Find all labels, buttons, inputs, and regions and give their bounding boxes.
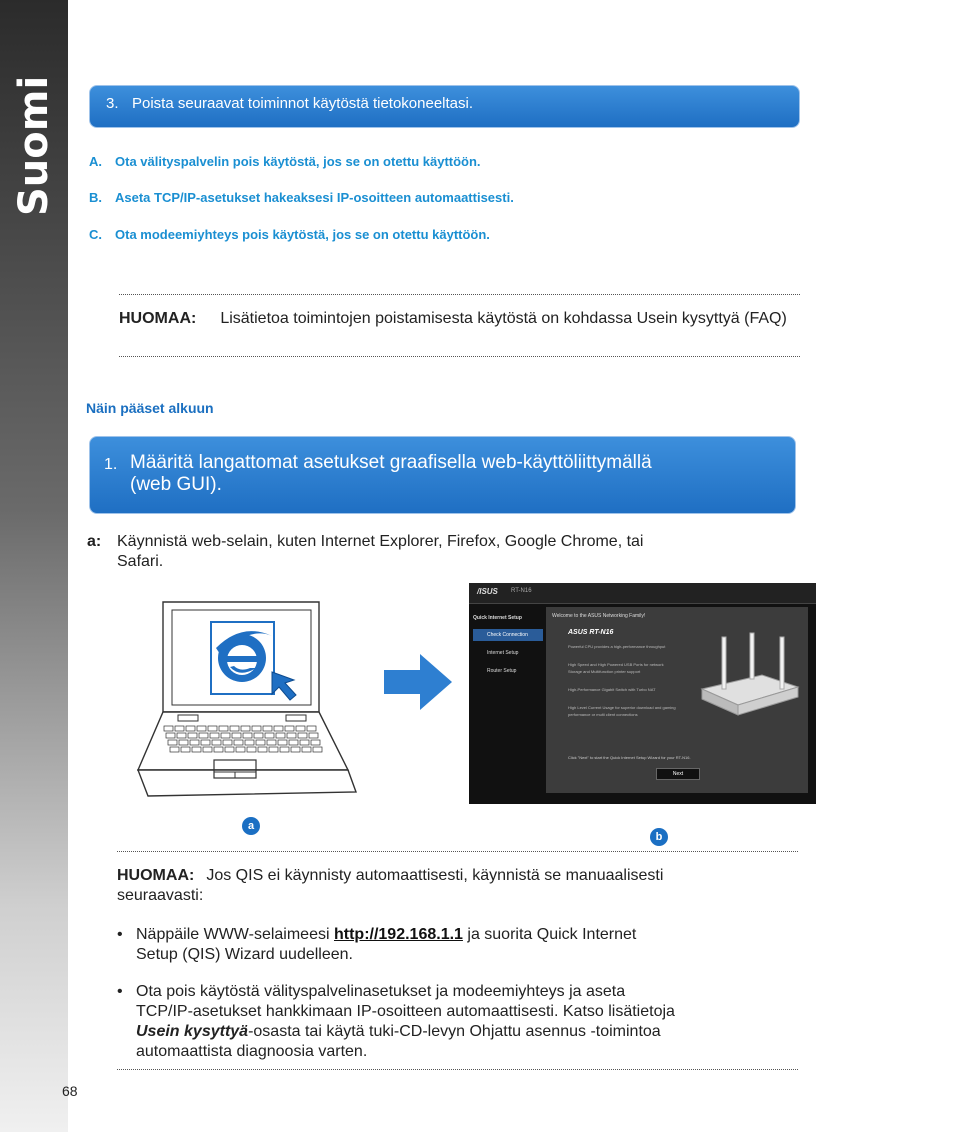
router-device-image [692, 631, 802, 721]
note-1 [119, 309, 809, 328]
step-3-text: Poista seuraavat toiminnot käytöstä tietokoneeltasi. [132, 95, 474, 112]
note-2-line1: HUOMAA: Jos QIS ei käynnisty automaattisesti, käynnistä se manuaalisesti [117, 867, 664, 884]
router-feature: High Level Current Usage for superior download and gaming performance or multi client connections [568, 705, 676, 717]
step-a-line2: Safari. [117, 553, 164, 570]
router-menu-item-internet[interactable]: Internet Setup [487, 650, 519, 656]
note-1-label: HUOMAA: [119, 310, 197, 327]
step-1-line2: (web GUI). [130, 474, 222, 495]
router-web-ui-screenshot [469, 583, 816, 804]
bullet-2-line1: Ota pois käytöstä välityspalvelinasetukset ja modeemiyhteys ja aseta [136, 983, 626, 1000]
note-2-label: HUOMAA: [117, 867, 195, 884]
substep-b: B. Aseta TCP/IP-asetukset hakeaksesi IP-osoitteen automaattisesti. [89, 190, 514, 205]
side-tab [0, 0, 68, 1132]
figure-label-b: b [650, 828, 668, 846]
note-1-text: Lisätietoa toimintojen poistamisesta käytöstä on kohdassa Usein kysyttyä (FAQ) [220, 310, 787, 327]
asus-logo: /ISUS [477, 587, 498, 596]
note-2-line2: seuraavasti: [117, 887, 204, 904]
router-topbar [469, 583, 816, 604]
step-3-box [89, 85, 800, 128]
bullet-2-line4: automaattista diagnoosia varten. [136, 1043, 368, 1060]
note-2-top-divider [117, 851, 798, 852]
router-feature: High Speed and High Powered USB Ports for network Storage and Multifunction printer support [568, 662, 664, 674]
pointer-arrow-icon [268, 668, 308, 708]
step-1-box [89, 436, 796, 514]
bullet-2-line2: TCP/IP-asetukset hankkimaan IP-osoitteen automaattisesti. Katso lisätietoja [136, 1003, 675, 1020]
figure-label-a: a [242, 817, 260, 835]
step-1-line1: Määritä langattomat asetukset graafisella web-käyttöliittymällä [130, 452, 652, 473]
bullet-2-dot: • [117, 983, 123, 1000]
bullet-1-dot: • [117, 926, 123, 943]
bullet-1-line2: Setup (QIS) Wizard uudelleen. [136, 946, 353, 963]
router-ip-link[interactable]: http://192.168.1.1 [333, 926, 463, 943]
step-a-line1: Käynnistä web-selain, kuten Internet Explorer, Firefox, Google Chrome, tai [117, 533, 644, 550]
page-number: 68 [62, 1083, 78, 1099]
bullet-2-line3: Usein kysyttyä-osasta tai käytä tuki-CD-levyn Ohjattu asennus -toimintoa [136, 1023, 661, 1040]
router-welcome: Welcome to the ASUS Networking Family! [552, 613, 646, 619]
router-menu-item-check[interactable]: Check Connection [473, 629, 543, 641]
bullet-1-line1: Näppäile WWW-selaimeesi http://192.168.1.1 ja suorita Quick Internet [136, 926, 637, 943]
substep-c: C. Ota modeemiyhteys pois käytöstä, jos se on otettu käyttöön. [89, 227, 490, 242]
note-1-top-divider [119, 294, 800, 295]
faq-emphasis: Usein kysyttyä [136, 1023, 249, 1040]
step-1-number: 1. [104, 456, 118, 473]
note-1-bottom-divider [119, 356, 800, 357]
router-menu [473, 615, 543, 677]
router-model: RT-N16 [511, 588, 532, 594]
step-3-number: 3. [106, 95, 119, 112]
router-content [546, 607, 808, 793]
router-hint: Click "Next" to start the Quick Internet Setup Wizard for your RT-N16. [568, 755, 691, 760]
router-menu-item-router[interactable]: Router Setup [487, 668, 517, 674]
router-feature: High-Performance Gigabit Switch with Turbo NAT [568, 687, 656, 692]
router-menu-header: Quick Internet Setup [473, 615, 522, 621]
substep-a: A. Ota välityspalvelin pois käytöstä, jos se on otettu käyttöön. [89, 154, 481, 169]
side-title: Suomi [11, 75, 57, 216]
router-product: ASUS RT-N16 [568, 629, 614, 636]
router-next-button[interactable]: Next [656, 768, 700, 780]
step-a-label: a: [87, 533, 102, 550]
router-feature: Powerful CPU provides a high-performance throughput [568, 644, 666, 649]
note-2-bottom-divider [117, 1069, 798, 1070]
section-heading: Näin pääset alkuun [86, 400, 214, 416]
arrow-right-icon [384, 654, 454, 710]
